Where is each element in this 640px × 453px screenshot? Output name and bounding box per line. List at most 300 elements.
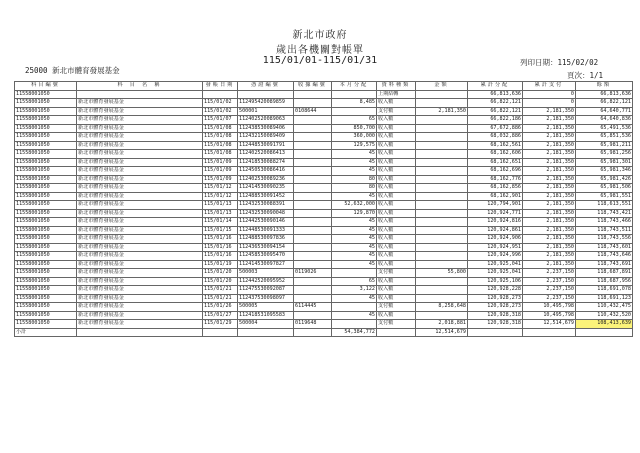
table-cell: 收入數	[377, 294, 416, 303]
subtotal-row	[15, 328, 633, 337]
table-cell: 收入數	[377, 277, 416, 286]
table-cell	[416, 124, 468, 133]
table-cell	[294, 286, 332, 295]
table-row	[15, 243, 633, 252]
table-cell: 新北市體育發展基金	[77, 303, 203, 312]
table-cell: 45	[332, 192, 377, 201]
table-cell: 45	[332, 243, 377, 252]
table-cell: 新北市體育發展基金	[77, 175, 203, 184]
table-cell: 新北市體育發展基金	[77, 184, 203, 193]
table-cell: 2,181,350	[523, 226, 576, 235]
table-cell	[332, 269, 377, 278]
column-header: 累計支付	[523, 82, 576, 91]
table-cell: 68,162,856	[468, 184, 523, 193]
table-cell: 45	[332, 218, 377, 227]
table-cell	[294, 243, 332, 252]
table-row	[15, 124, 633, 133]
table-cell: 收入數	[377, 158, 416, 167]
table-cell: 0	[523, 99, 576, 108]
table-cell: 11558001050	[15, 90, 77, 99]
table-cell	[294, 90, 332, 99]
table-cell: 新北市體育發展基金	[77, 235, 203, 244]
table-cell: 11558001050	[15, 218, 77, 227]
table-cell: 2,181,350	[523, 158, 576, 167]
table-row	[15, 235, 633, 244]
table-cell: 115/01/16	[203, 235, 238, 244]
table-cell: 2,181,350	[523, 150, 576, 159]
table-cell	[294, 201, 332, 210]
table-cell: 112414530097827	[238, 260, 294, 269]
table-cell: 11558001050	[15, 294, 77, 303]
table-cell: 120,924,816	[468, 218, 523, 227]
table-cell: 112488530097836	[238, 235, 294, 244]
table-cell	[416, 116, 468, 125]
table-cell	[416, 294, 468, 303]
table-row	[15, 286, 633, 295]
table-cell: 10,495,798	[523, 311, 576, 320]
table-cell: 110,432,475	[576, 303, 633, 312]
table-cell: 0	[523, 90, 576, 99]
table-cell: 120,928,273	[468, 303, 523, 312]
table-cell: 112448530091791	[238, 141, 294, 150]
table-cell: 80	[332, 184, 377, 193]
table-cell: 115/01/12	[203, 192, 238, 201]
table-cell: 收入數	[377, 192, 416, 201]
table-cell: 115/01/07	[203, 116, 238, 125]
table-cell: 112450530086416	[238, 167, 294, 176]
table-cell: 收入數	[377, 260, 416, 269]
table-cell: 118,743,511	[576, 226, 633, 235]
table-cell	[416, 209, 468, 218]
table-cell	[294, 209, 332, 218]
table-cell	[77, 90, 203, 99]
table-cell	[294, 260, 332, 269]
table-cell: 10,495,798	[523, 303, 576, 312]
table-cell: 11558001050	[15, 269, 77, 278]
table-cell	[294, 294, 332, 303]
subtotal-cell: 12,514,679	[416, 328, 468, 337]
column-header: 憑證編號	[238, 82, 294, 91]
table-row	[15, 167, 633, 176]
table-cell: 新北市體育發展基金	[77, 260, 203, 269]
table-cell	[416, 243, 468, 252]
table-cell: 45	[332, 167, 377, 176]
table-cell	[294, 277, 332, 286]
column-header: 餘額	[576, 82, 633, 91]
table-cell: 115/01/16	[203, 243, 238, 252]
table-cell: 66,813,636	[576, 90, 633, 99]
table-cell	[294, 311, 332, 320]
table-cell: 118,691,123	[576, 294, 633, 303]
table-cell: 115/01/02	[203, 107, 238, 116]
table-cell: 118,743,556	[576, 235, 633, 244]
table-cell: 收入數	[377, 218, 416, 227]
table-cell: 115/01/08	[203, 124, 238, 133]
table-cell: 新北市體育發展基金	[77, 277, 203, 286]
table-cell: 112432150089409	[238, 133, 294, 142]
table-cell: 11558001050	[15, 192, 77, 201]
table-row	[15, 150, 633, 159]
table-cell: 65,981,426	[576, 175, 633, 184]
table-cell: 112418531095583	[238, 311, 294, 320]
table-cell: 112448530091333	[238, 226, 294, 235]
table-cell: 收入數	[377, 184, 416, 193]
table-cell: 115/01/16	[203, 252, 238, 261]
table-cell: 2,018,881	[416, 320, 468, 329]
table-cell: 新北市體育發展基金	[77, 243, 203, 252]
table-cell: 收入數	[377, 286, 416, 295]
table-cell: 850,700	[332, 124, 377, 133]
table-cell	[294, 226, 332, 235]
column-header: 收據編號	[294, 82, 332, 91]
table-cell: 65,981,256	[576, 150, 633, 159]
table-cell	[416, 175, 468, 184]
table-cell: 67,672,886	[468, 124, 523, 133]
table-cell	[416, 150, 468, 159]
table-cell	[416, 286, 468, 295]
table-cell: 新北市體育發展基金	[77, 167, 203, 176]
table-cell	[416, 252, 468, 261]
table-cell: 120,924,996	[468, 252, 523, 261]
table-cell: 118,687,956	[576, 277, 633, 286]
table-cell: 120,924,951	[468, 243, 523, 252]
table-cell: 108,413,639	[576, 320, 633, 329]
table-cell: 45	[332, 226, 377, 235]
table-cell: 3,122	[332, 286, 377, 295]
table-cell: 8,485	[332, 99, 377, 108]
table-cell: 11558001050	[15, 303, 77, 312]
table-cell	[294, 252, 332, 261]
table-cell: 2,181,350	[523, 175, 576, 184]
table-cell: 新北市體育發展基金	[77, 294, 203, 303]
table-cell: 360,000	[332, 133, 377, 142]
table-row	[15, 320, 633, 329]
table-cell	[416, 133, 468, 142]
table-cell: 0108644	[294, 107, 332, 116]
table-cell	[294, 192, 332, 201]
table-cell: 新北市體育發展基金	[77, 192, 203, 201]
table-cell: 2,181,350	[523, 235, 576, 244]
table-cell: 收入數	[377, 133, 416, 142]
table-cell	[294, 158, 332, 167]
table-cell: 收入數	[377, 226, 416, 235]
table-cell: 0119026	[294, 269, 332, 278]
table-cell: 收入數	[377, 175, 416, 184]
table-row	[15, 99, 633, 108]
table-cell: 120,928,273	[468, 294, 523, 303]
table-cell: 115/01/08	[203, 141, 238, 150]
table-cell: 68,162,776	[468, 175, 523, 184]
table-cell: 115/01/12	[203, 184, 238, 193]
table-cell: 新北市體育發展基金	[77, 209, 203, 218]
table-cell: 112436530094154	[238, 243, 294, 252]
table-cell: 112475530092087	[238, 286, 294, 295]
organization-label: 25000 新北市體育發展基金	[25, 66, 120, 75]
subtotal-cell: 小計	[15, 328, 77, 337]
table-cell: 收入數	[377, 99, 416, 108]
table-cell: 新北市體育發展基金	[77, 226, 203, 235]
column-header: 金額	[416, 82, 468, 91]
table-cell: 118,743,646	[576, 252, 633, 261]
subtotal-cell	[523, 328, 576, 337]
table-cell: 11558001050	[15, 226, 77, 235]
table-cell: 65,981,301	[576, 158, 633, 167]
table-cell: 115/01/21	[203, 286, 238, 295]
table-cell: 115/01/26	[203, 303, 238, 312]
table-cell: 12,514,679	[523, 320, 576, 329]
table-cell: 2,181,350	[523, 192, 576, 201]
table-cell: 支付數	[377, 303, 416, 312]
table-cell: 112402520089063	[238, 116, 294, 125]
table-cell: 115/01/13	[203, 209, 238, 218]
table-header-row	[15, 82, 633, 91]
table-cell: 112402530089236	[238, 175, 294, 184]
table-cell: 11558001050	[15, 158, 77, 167]
table-cell: 500005	[238, 303, 294, 312]
table-cell: 收入數	[377, 141, 416, 150]
table-row	[15, 303, 633, 312]
table-cell: 68,162,696	[468, 167, 523, 176]
table-cell: 112437530098097	[238, 294, 294, 303]
table-cell: 115/01/21	[203, 294, 238, 303]
table-row	[15, 184, 633, 193]
table-cell: 66,813,636	[468, 90, 523, 99]
table-cell: 120,924,771	[468, 209, 523, 218]
table-cell: 45	[332, 235, 377, 244]
subtotal-cell	[294, 328, 332, 337]
table-cell: 收入數	[377, 150, 416, 159]
table-row	[15, 90, 633, 99]
table-cell: 11558001050	[15, 99, 77, 108]
column-header: 資料種類	[377, 82, 416, 91]
table-cell	[294, 141, 332, 150]
table-cell: 新北市體育發展基金	[77, 201, 203, 210]
table-cell	[416, 184, 468, 193]
table-cell: 120,924,906	[468, 235, 523, 244]
table-cell: 66,822,121	[576, 99, 633, 108]
table-cell: 2,237,150	[523, 269, 576, 278]
table-cell: 65	[332, 116, 377, 125]
table-cell: 115/01/08	[203, 133, 238, 142]
table-cell: 120,925,106	[468, 277, 523, 286]
table-cell: 2,181,350	[523, 243, 576, 252]
column-header: 科目編號	[15, 82, 77, 91]
subtotal-cell	[576, 328, 633, 337]
table-cell: 2,181,350	[523, 218, 576, 227]
table-cell: 新北市體育發展基金	[77, 133, 203, 142]
subtotal-cell	[468, 328, 523, 337]
table-cell: 11558001050	[15, 320, 77, 329]
table-cell	[203, 90, 238, 99]
table-cell	[416, 90, 468, 99]
table-cell: 11558001050	[15, 175, 77, 184]
table-cell: 52,632,000	[332, 201, 377, 210]
table-cell: 112438530089406	[238, 124, 294, 133]
table-row	[15, 260, 633, 269]
table-cell: 112488530091452	[238, 192, 294, 201]
table-cell: 110,432,520	[576, 311, 633, 320]
column-header: 本月分配	[332, 82, 377, 91]
table-cell: 2,181,350	[523, 184, 576, 193]
table-cell	[416, 201, 468, 210]
table-cell: 11558001050	[15, 286, 77, 295]
table-cell	[332, 107, 377, 116]
table-cell: 115/01/09	[203, 175, 238, 184]
table-row	[15, 218, 633, 227]
table-cell: 115/01/13	[203, 201, 238, 210]
table-cell	[416, 277, 468, 286]
table-cell: 115/01/19	[203, 260, 238, 269]
table-cell: 11558001050	[15, 133, 77, 142]
table-cell	[416, 167, 468, 176]
table-row	[15, 277, 633, 286]
table-cell	[416, 235, 468, 244]
table-cell: 11558001050	[15, 124, 77, 133]
table-cell: 2,181,350	[416, 107, 468, 116]
table-cell: 118,691,078	[576, 286, 633, 295]
table-cell: 11558001050	[15, 277, 77, 286]
table-cell	[294, 235, 332, 244]
table-cell: 新北市體育發展基金	[77, 124, 203, 133]
table-cell	[238, 90, 294, 99]
table-cell: 8,258,648	[416, 303, 468, 312]
column-header: 累計分配	[468, 82, 523, 91]
table-cell: 2,237,150	[523, 294, 576, 303]
report-period: 115/01/01-115/01/31	[262, 55, 378, 66]
table-cell: 65,851,536	[576, 133, 633, 142]
column-header: 科 目 名 稱	[77, 82, 203, 91]
table-cell: 120,925,041	[468, 269, 523, 278]
page-title-agency: 新北市政府	[292, 30, 348, 41]
table-cell: 11558001050	[15, 141, 77, 150]
table-cell: 500003	[238, 269, 294, 278]
table-cell: 45	[332, 150, 377, 159]
table-cell	[294, 124, 332, 133]
table-cell: 118,743,691	[576, 260, 633, 269]
table-cell: 65,981,211	[576, 141, 633, 150]
table-cell: 129,575	[332, 141, 377, 150]
table-cell: 新北市體育發展基金	[77, 158, 203, 167]
table-cell	[416, 192, 468, 201]
table-cell: 120,925,041	[468, 260, 523, 269]
table-row	[15, 201, 633, 210]
table-cell: 2,181,350	[523, 124, 576, 133]
table-cell: 68,162,561	[468, 141, 523, 150]
table-cell: 118,743,421	[576, 209, 633, 218]
table-row	[15, 226, 633, 235]
table-row	[15, 107, 633, 116]
table-cell: 新北市體育發展基金	[77, 150, 203, 159]
page-number: 頁次：1/1	[567, 71, 604, 80]
table-cell: 129,870	[332, 209, 377, 218]
table-cell: 收入數	[377, 243, 416, 252]
table-cell: 45	[332, 252, 377, 261]
table-cell	[416, 226, 468, 235]
table-cell: 新北市體育發展基金	[77, 269, 203, 278]
table-cell: 新北市體育發展基金	[77, 141, 203, 150]
table-cell: 64,640,836	[576, 116, 633, 125]
table-cell: 112458530095470	[238, 252, 294, 261]
table-cell: 115/01/09	[203, 167, 238, 176]
table-cell: 112495420089859	[238, 99, 294, 108]
table-cell: 115/01/20	[203, 277, 238, 286]
table-cell: 收入數	[377, 201, 416, 210]
table-cell: 11558001050	[15, 150, 77, 159]
table-cell: 120,924,861	[468, 226, 523, 235]
table-cell: 收入數	[377, 116, 416, 125]
table-cell: 收入數	[377, 209, 416, 218]
table-cell: 115/01/14	[203, 218, 238, 227]
table-cell: 新北市體育發展基金	[77, 116, 203, 125]
table-row	[15, 192, 633, 201]
table-cell: 收入數	[377, 235, 416, 244]
table-cell: 新北市體育發展基金	[77, 252, 203, 261]
table-cell: 45	[332, 260, 377, 269]
table-cell: 120,928,318	[468, 311, 523, 320]
subtotal-cell	[377, 328, 416, 337]
table-cell: 新北市體育發展基金	[77, 286, 203, 295]
table-cell	[332, 320, 377, 329]
table-cell	[416, 311, 468, 320]
table-cell: 118,613,551	[576, 201, 633, 210]
table-cell: 2,181,350	[523, 116, 576, 125]
table-cell: 65,981,506	[576, 184, 633, 193]
table-cell: 45	[332, 158, 377, 167]
table-cell: 65,981,551	[576, 192, 633, 201]
table-row	[15, 175, 633, 184]
table-cell: 118,743,601	[576, 243, 633, 252]
table-cell: 2,237,150	[523, 277, 576, 286]
table-cell: 64,640,771	[576, 107, 633, 116]
subtotal-cell	[77, 328, 203, 337]
table-cell: 115/01/20	[203, 269, 238, 278]
table-cell: 收入數	[377, 167, 416, 176]
table-cell: 45	[332, 311, 377, 320]
subtotal-cell	[203, 328, 238, 337]
table-cell: 112432530090048	[238, 209, 294, 218]
table-cell: 120,794,901	[468, 201, 523, 210]
table-cell	[416, 260, 468, 269]
table-cell: 支付數	[377, 269, 416, 278]
table-cell: 支付數	[377, 320, 416, 329]
table-cell: 2,181,350	[523, 141, 576, 150]
table-cell: 55,800	[416, 269, 468, 278]
table-cell	[332, 303, 377, 312]
table-cell: 112442520095952	[238, 277, 294, 286]
table-cell: 新北市體育發展基金	[77, 320, 203, 329]
table-cell: 0119648	[294, 320, 332, 329]
table-row	[15, 116, 633, 125]
table-cell: 2,181,350	[523, 167, 576, 176]
table-cell	[294, 133, 332, 142]
table-cell: 115/01/27	[203, 311, 238, 320]
table-cell	[294, 116, 332, 125]
table-cell: 112402520086413	[238, 150, 294, 159]
table-cell: 新北市體育發展基金	[77, 99, 203, 108]
table-cell: 2,181,350	[523, 201, 576, 210]
table-cell	[416, 158, 468, 167]
table-row	[15, 141, 633, 150]
table-cell: 115/01/08	[203, 150, 238, 159]
table-row	[15, 252, 633, 261]
table-cell: 112442530090146	[238, 218, 294, 227]
column-header: 發帳日期	[203, 82, 238, 91]
table-cell: 115/01/09	[203, 158, 238, 167]
table-cell	[294, 184, 332, 193]
table-cell: 收入數	[377, 252, 416, 261]
table-cell	[416, 218, 468, 227]
table-cell	[416, 141, 468, 150]
